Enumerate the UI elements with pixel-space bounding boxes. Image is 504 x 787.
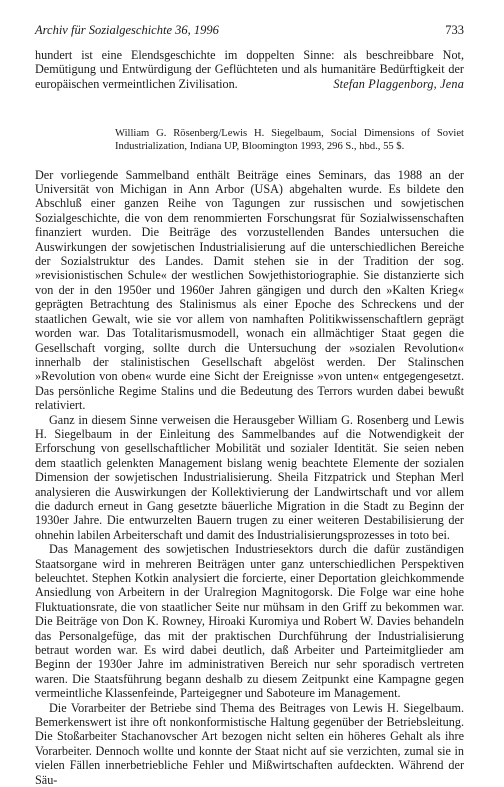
- review-paragraph-3: Das Management des sowjetischen Industriesektors durch die dafür zuständigen Staatsorgane wird in mehreren Beiträgen unter ganz unterschiedlichen Perspektiven beleuchtet. Stephen Kotkin analysiert die forcierte, einer Deportation gleichkommende Ansiedlung von Arbeitern in der Uralregion Magnitogorsk. Die Folge war eine hohe Fluktuationsrate, die von staatlicher Seite nur mühsam in den Griff zu bekommen war. Die Beiträge von Don K. Rowney, Hiroaki Kuromiya und Robert W. Davies behandeln das Personalgefüge, das mit der praktischen Durchführung der Industrialisierung betraut worden war. Es wird dabei deutlich, daß Arbeiter und Parteimitglieder am Beginn der 1930er Jahre im administrativen Bereich nur sehr sporadisch vertreten waren. Die Staatsführung begann deshalb zu diesem Zeitpunkt eine Kampagne gegen vermeintliche Klassenfeinde, Parteigegner und Saboteure im Management.: [35, 542, 464, 701]
- running-head: [35, 22, 464, 38]
- review-body: [35, 168, 464, 787]
- review-paragraph-2: Ganz in diesem Sinne verweisen die Herausgeber William G. Rosenberg und Lewis H. Siegelbaum in der Einleitung des Sammelbandes auf die Notwendigkeit der Erforschung von gesellschaftlicher Mobilität und sozialer Identität. Sie seien neben dem staatlich gelenkten Management bislang wenig beachtete Elemente der sozialen Dimension der sowjetischen Industrialisierung. Sheila Fitzpatrick und Stephan Merl analysieren die Auswirkungen der Kollektivierung der Landwirtschaft und vor allem die dadurch erneut in Gang gesetzte bäuerliche Migration in die Stadt zu Beginn der 1930er Jahre. Die entwurzelten Bauern trugen zu einer weiteren Destabilisierung der ohnehin labilen Arbeiterschaft und damit des Industrialisierungsprozesses in toto bei.: [35, 412, 464, 542]
- review-paragraph-1: Der vorliegende Sammelband enthält Beiträge eines Seminars, das 1988 an der Universität von Michigan in Ann Arbor (USA) abgehalten wurde. Es bildete den Abschluß einer ganzen Reihe von Tagungen zur russischen und sowjetischen Sozialgeschichte, die von dem renommierten Forschungsrat für Sozialwissenschaften finanziert wurden. Die Beiträge des vorzustellenden Bandes untersuchen die Auswirkungen der sowjetischen Industrialisierung auf die unterschiedlichen Bereiche der Sozialstruktur des Landes. Damit stehen sie in der Tradition der sog. »revisionistischen Schule« der westlichen Sowjethistoriographie. Sie distanzierte sich von der in den 1950er und 1960er Jahren gängigen und durch den »Kalten Krieg« geprägten Betrachtung des Stalinismus als einer Epoche des Schreckens und der staatlichen Gewalt, wie sie vor allem von namhaften Politikwissenschaftlern geprägt worden war. Das Totalitarismusmodell, wonach ein allmächtiger Staat gegen die Gesellschaft vorging, sollte durch die Untersuchung der »sozialen Revolution« innerhalb der stalinistischen Gesellschaft abgelöst werden. Der Stalinschen »Revolution von oben« wurde eine Sicht der Ereignisse »von unten« entgegengesetzt. Das persönliche Regime Stalins und die Bedeutung des Terrors wurden dabei bewußt relativiert.: [35, 167, 464, 413]
- page-number: 733: [445, 23, 464, 37]
- previous-review-ending: [35, 48, 464, 91]
- review-paragraph-4: Die Vorarbeiter der Betriebe sind Thema des Beitrages von Lewis H. Siegelbaum. Bemerkenswert ist ihre oft nonkonformistische Haltung gegenüber der Betriebsleitung. Die Stoßarbeiter Stachanovscher Art bezogen nicht selten ein höheres Gehalt als ihre Vorarbeiter. Dennoch wollte und konnte der Staat nicht auf sie verzichten, zumal sie in vielen Fällen innerbetriebliche Fehler und Mißwirtschaften aufdeckten. Während der Säu-: [35, 700, 464, 787]
- bibliographic-entry: William G. Rösenberg/Lewis H. Siegelbaum, Social Dimensions of Soviet Industrialization, Indiana UP, Bloomington 1993, 296 S., hbd., 55 $.: [115, 128, 464, 153]
- journal-title: Archiv für Sozialgeschichte 36, 1996: [35, 23, 219, 37]
- previous-review-closing-text: hundert ist eine Elendsgeschichte im doppelten Sinne: als beschreibbare Not, Demütigung und Entwürdigung der Geflüchteten und als humanitäre Bedürftigkeit der europäischen vermeintlichen Zivilisation.: [35, 48, 464, 91]
- reviewer-signature: Stefan Plaggenborg, Jena: [333, 76, 464, 91]
